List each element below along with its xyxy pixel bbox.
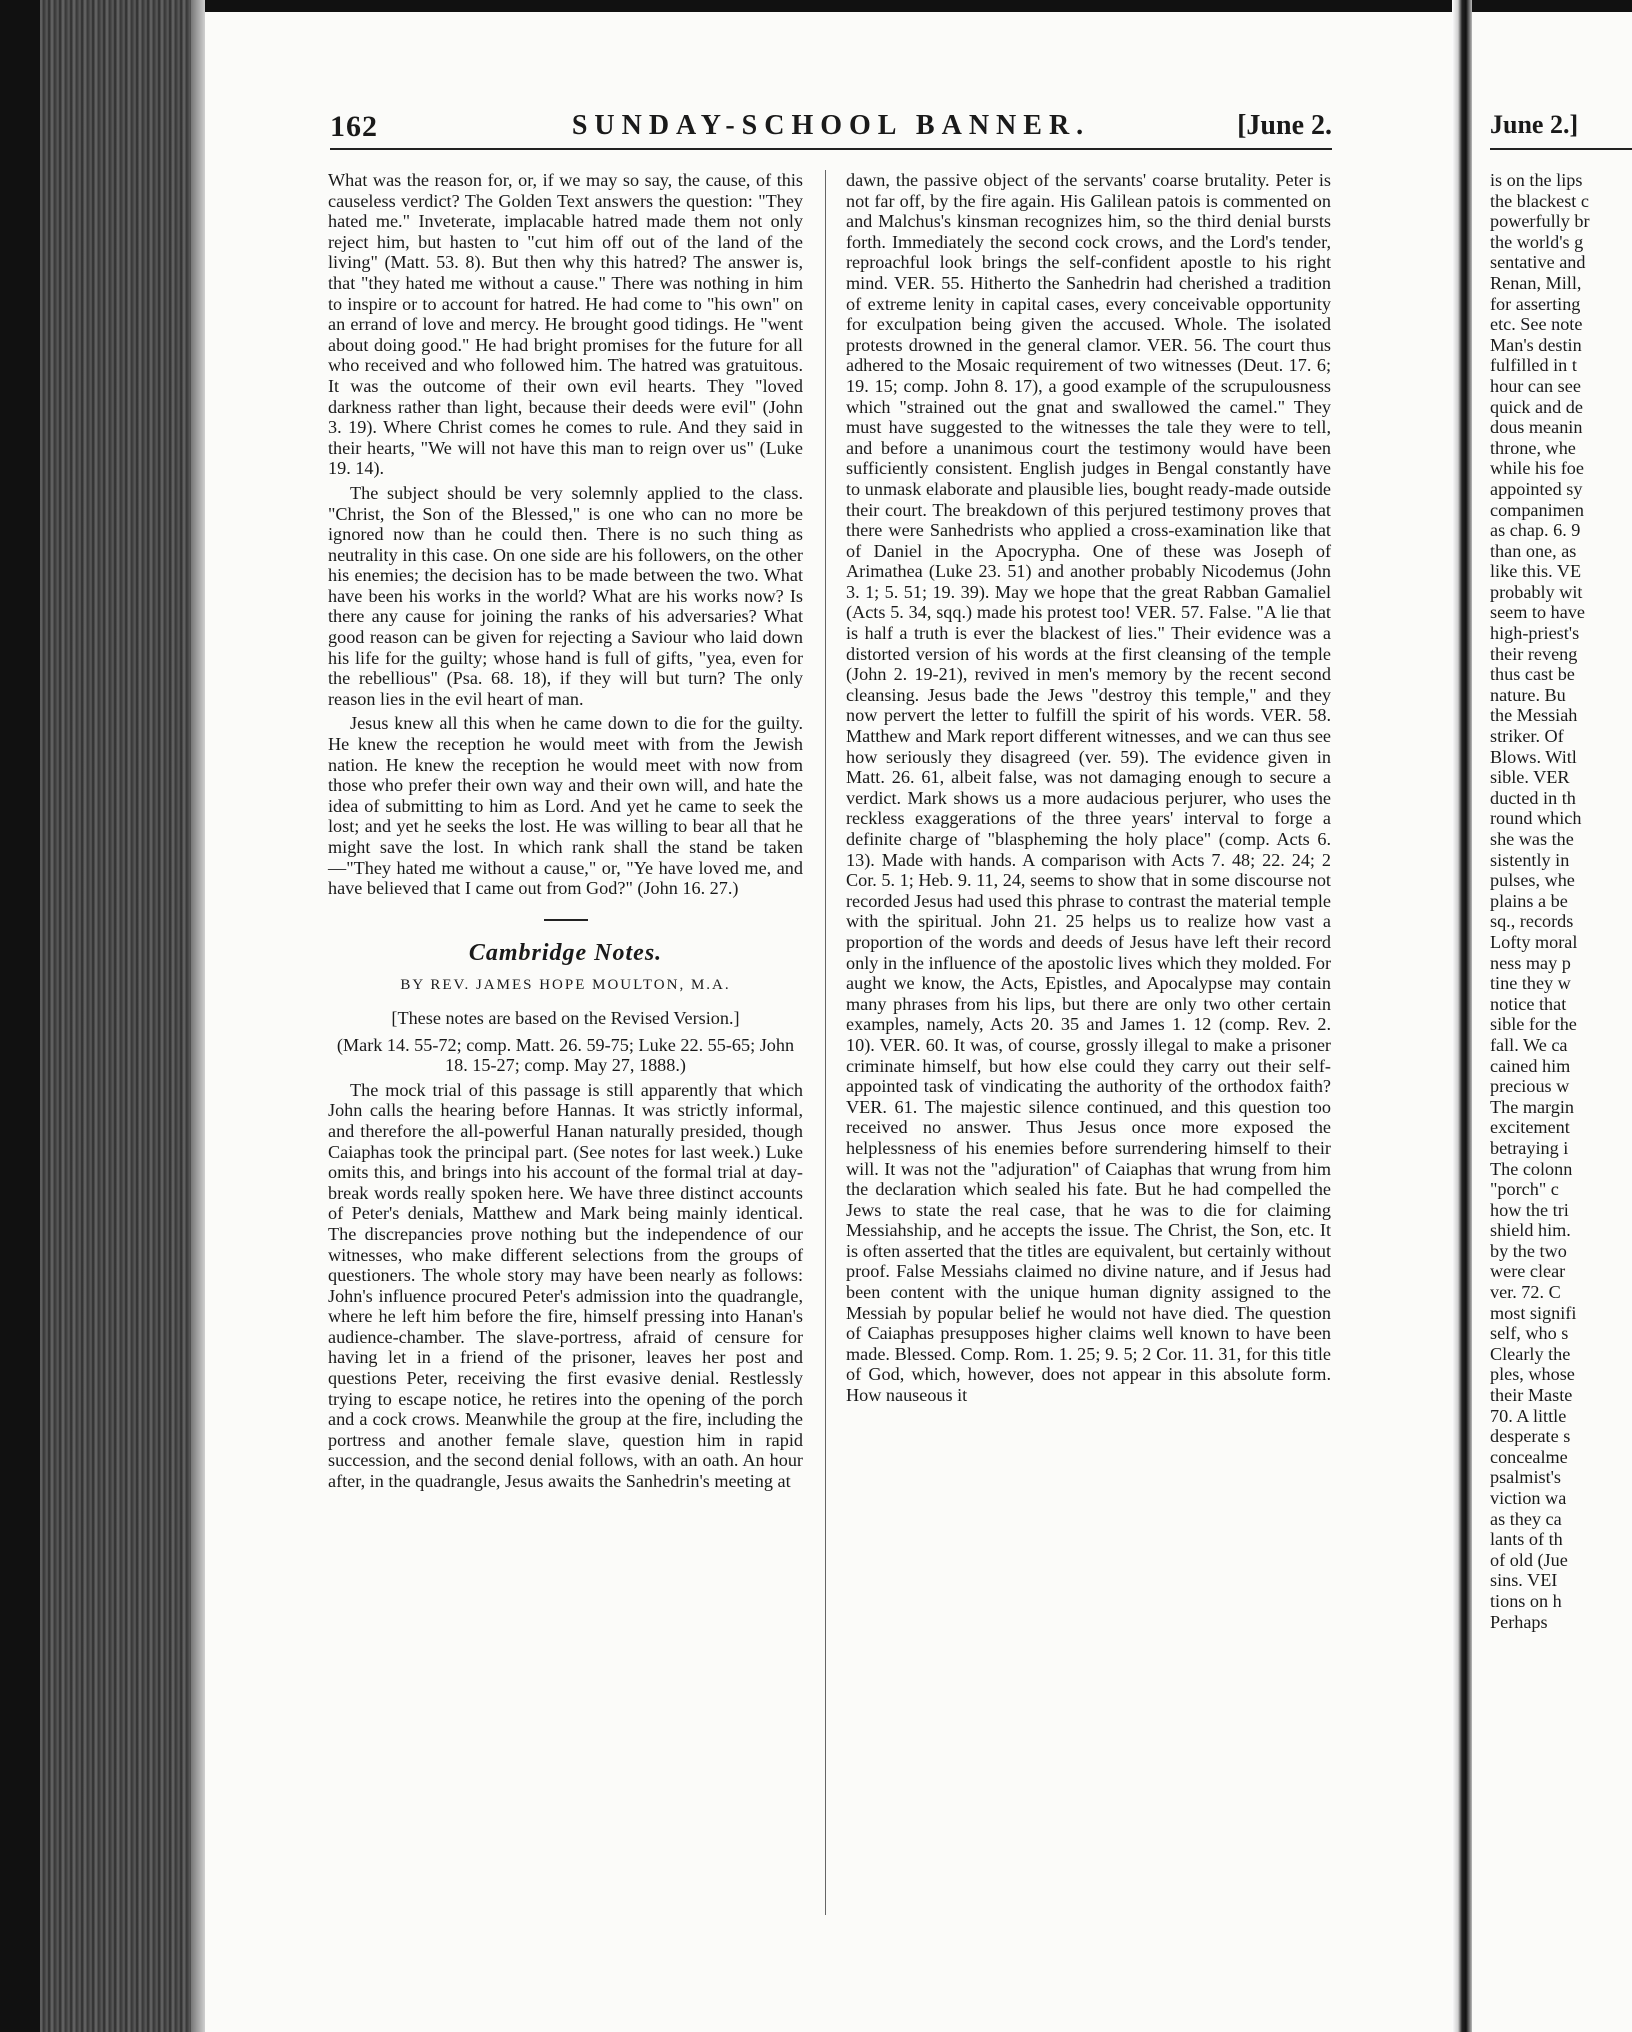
next-page-line: she was the (1490, 829, 1574, 849)
next-page-line: seem to have (1490, 602, 1585, 623)
next-page-line: is on the lips (1490, 170, 1583, 190)
next-page-line: The colonn (1490, 1158, 1573, 1179)
scripture-references: (Mark 14. 55-72; comp. Matt. 26. 59-75; Luke 22. 55-65; John 18. 15-27; comp. May 27, 1888.) (336, 1034, 795, 1076)
next-page-line: etc. See note (1490, 314, 1583, 335)
next-page-line: precious w (1490, 1076, 1570, 1097)
next-page-line: their Maste (1490, 1385, 1573, 1406)
bracket-note: [These notes are based on the Revised Version.] (391, 1007, 740, 1028)
next-page-line: ducted in th (1490, 787, 1576, 808)
next-page-line: plains a be (1490, 890, 1568, 911)
next-page-line: nature. Bu (1490, 684, 1566, 705)
next-page-line: Renan, Mill, (1490, 272, 1582, 293)
next-page-line: their reveng (1490, 643, 1578, 664)
next-page-line: as chap. 6. 9 (1490, 520, 1581, 541)
next-page-line: thus cast be (1490, 664, 1575, 685)
page-number: 162 (330, 110, 378, 143)
page-gutter (1452, 0, 1472, 2032)
next-page-line: concealme (1490, 1446, 1568, 1467)
next-page-line: Blows. Witl (1490, 746, 1577, 767)
next-page-line: sible for the (1490, 1014, 1577, 1035)
next-page-line: Man's destin (1490, 334, 1582, 355)
next-page-line: high-priest's (1490, 623, 1580, 644)
next-page-header: June 2.] (1490, 110, 1579, 139)
next-page-line: fulfilled in t (1490, 355, 1577, 376)
paragraph: The subject should be very solemnly applied to the class. "Christ, the Son of the Blessed," is one who can no more be ignored now than he could then. There is no such thing as neutrality in this case. On one side are his followers, on the other his enemies; the decision has to be made between the two. What have been his works in the world? What are his works now? Is there any cause for joining the ranks of his adversaries? What good reason can be given for rejecting a Saviour who laid down his life for the guilty; whose hand is full of gifts, "yea, even for the rebellious" (Psa. 68. 18), if they will but turn? The only reason lies in the evil heart of man. (328, 482, 803, 709)
next-page-line: powerfully br (1490, 211, 1590, 232)
next-page-line: Lofty moral (1490, 931, 1578, 952)
header-rule (330, 148, 1332, 150)
next-page-line: notice that (1490, 993, 1567, 1014)
next-page-line: excitement (1490, 1117, 1570, 1138)
next-page-line: striker. Of (1490, 726, 1564, 747)
paragraph: Jesus knew all this when he came down to die for the guilty. He knew the reception he would meet with from the Jewish nation. He knew the reception he would meet with now from those who prefer their own way and their own will, and hate the idea of submitting to him as Lord. And yet he came to seek the lost; and yet he seeks the lost. He was willing to bear all that he might save the lost. In which rank shall the stand be taken—"They hated me without a cause," or, "Ye have loved me, and have believed that I came out from God?" (John 16. 27.) (328, 713, 803, 899)
next-page-line: than one, as (1490, 540, 1577, 561)
right-column (846, 170, 1331, 1410)
next-page-line: lants of th (1490, 1529, 1563, 1550)
next-page-line: the blackest c (1490, 190, 1589, 211)
page-header (330, 104, 1332, 150)
top-edge-shadow (205, 0, 1632, 12)
header-date: [June 2. (1237, 110, 1332, 141)
paragraph: dawn, the passive object of the servants' coarse brutality. Peter is not far off, by the fire again. His Galilean patois is commented on and Malchus's kinsman recognizes him, so the third denial bursts forth. Immediately the second cock crows, and the Lord's tender, reproachful look brings the self-confident apostle to his right mind. VER. 55. Hitherto the Sanhedrin had cherished a tradition of extreme lenity in capital cases, every conceivable opportunity for exculpation being given the accused. Whole. The isolated protests drowned in the general clamor. VER. 56. The court thus adhered to the Mosaic requirement of two witnesses (Deut. 17. 6; 19. 15; comp. John 8. 17), a good example of the scrupulousness which "strained out the gnat and swallowed the camel." They must have suggested to the witnesses the tale they were to tell, and before a unanimous court the testimony would have been sufficiently consistent. English judges in Bengal constantly have to unmask elaborate and plausible lies, bought ready-made outside their court. The breakdown of this perjured testimony proves that there were Sanhedrists who applied a cross-examination like that of Daniel in the Apocrypha. One of these was Joseph of Arimathea (Luke 23. 51) and another probably Nicodemus (John 3. 1; 5. 51; 19. 39). May we hope that the great Rabban Gamaliel (Acts 5. 34, sqq.) made his protest too! VER. 57. False. "A lie that is half a truth is ever the blackest of lies." Their evidence was a distorted version of his words at the first cleansing of the temple (John 2. 19-21), revived in men's memory by the recent second cleansing. Jesus bade the Jews "destroy this temple," and they now pervert the letter to fulfill the spirit of his words. VER. 58. Matthew and Mark report different witnesses, and we can thus see how seriously they disagreed (ver. 59). The evidence given in Matt. 26. 61, albeit false, was not damaging enough to secure a verdict. Mark shows us a more audacious perjurer, who uses the reckless exaggerations of the three years' interval to forge a definite charge of "blaspheming the holy place" (comp. Acts 6. 13). Made with hands. A comparison with Acts 7. 48; 22. 24; 2 Cor. 5. 1; Heb. 9. 11, 24, seems to show that in some discourse not recorded Jesus had used this phrase to contrast the material temple with the spiritual. John 21. 25 helps us to realize how vast a proportion of the words and deeds of Jesus have left their record only in the influence of the apostolic lives which they molded. For aught we know, the Acts, Epistles, and Apocalypse may contain many phrases from his lips, but there are only two other certain examples, namely, Acts 20. 35 and James 1. 12 (comp. Rev. 2. 10). VER. 60. It was, of course, grossly illegal to make a prisoner criminate himself, but how else could they carry out their self-appointed task of vindicating the authority of the orthodox faith? VER. 61. The majestic silence continued, and this question too received no answer. Thus Jesus once more exposed the helplessness of his enemies before surrendering himself to their will. It was not the "adjuration" of Caiaphas that wrung from him the declaration which sealed his fate. But he had compelled the Jews to state the real case, that he was to die for claiming Messiahship, and he accepts the issue. The Christ, the Son, etc. It is often asserted that the titles are equivalent, but certainly without proof. False Messiahs claimed no divine nature, and if Jesus had been content with the unique human dignity assigned to the Messiah by popular belief he would not have died. The question of Caiaphas presupposes higher claims well known to have been made. Blessed. Comp. Rom. 1. 25; 9. 5; 2 Cor. 11. 31, for this title of God, which, however, does not appear in this absolute form. How nauseous it (846, 170, 1331, 1406)
running-title: SUNDAY-SCHOOL BANNER. (571, 110, 1091, 141)
next-page-line: appointed sy (1490, 478, 1583, 499)
next-page-line: cained him (1490, 1055, 1571, 1076)
section-title: Cambridge Notes. (468, 939, 663, 966)
next-page-line: fall. We ca (1490, 1034, 1568, 1055)
next-page-line: hour can see (1490, 375, 1581, 396)
next-page-line: tine they w (1490, 973, 1571, 994)
next-page-line: for asserting (1490, 293, 1581, 314)
paragraph: What was the reason for, or, if we may so say, the cause, of this causeless verdict? The Golden Text answers the question: "They hated me." Inveterate, implacable hatred made them not only reject him, but hasten to "cut him off out of the land of the living" (Matt. 53. 8). But then why this hatred? The answer is, that "they hated me without a cause." There was nothing in him to inspire or to account for hatred. He had come to "his own" on an errand of love and mercy. He brought good tidings. He "went about doing good." He had bright promises for the future for all who received and who followed him. The hatred was gratuitous. It was the outcome of their own evil hearts. They "loved darkness rather than light, because their deeds were evil" (John 3. 19). Where Christ comes he comes to rule. And they said in their hearts, "We will not have this man to reign over us" (Luke 19. 14). (328, 170, 803, 479)
next-page-line: dous meanin (1490, 417, 1583, 438)
next-page-line: ver. 72. C (1490, 1282, 1561, 1303)
next-page-line: throne, whe (1490, 437, 1576, 458)
next-page-line: the world's g (1490, 231, 1584, 252)
next-page-line: by the two (1490, 1240, 1567, 1261)
next-page-line: pulses, whe (1490, 870, 1575, 891)
next-page-line: round which (1490, 808, 1582, 829)
next-page-line: while his foe (1490, 458, 1584, 479)
next-page-line: The margin (1490, 1096, 1575, 1117)
page-right-partial (1472, 12, 1632, 2032)
next-page-line: Perhaps (1490, 1611, 1548, 1632)
book-spine (0, 0, 205, 2032)
next-page-line: like this. VE (1490, 561, 1582, 582)
left-column (328, 170, 803, 1496)
next-page-line: tions on h (1490, 1590, 1562, 1611)
next-page-line: how the tri (1490, 1199, 1569, 1220)
next-page-line: sible. VER (1490, 767, 1570, 788)
next-page-line: were clear (1490, 1261, 1566, 1282)
next-page-line: most signifi (1490, 1302, 1577, 1323)
next-page-line: companimen (1490, 499, 1584, 520)
next-page-line: quick and de (1490, 396, 1583, 417)
next-page-header-rule (1490, 148, 1632, 150)
next-page-line: "porch" c (1490, 1179, 1559, 1200)
page-left (205, 12, 1452, 2032)
next-page-line: ness may p (1490, 952, 1571, 973)
next-page-line: 70. A little (1490, 1405, 1567, 1426)
next-page-line: sq., records (1490, 911, 1574, 932)
next-page-line: self, who s (1490, 1323, 1569, 1344)
next-page-line: as they ca (1490, 1508, 1562, 1529)
next-page-line: ples, whose (1490, 1364, 1575, 1385)
next-page-line: of old (Jue (1490, 1549, 1568, 1570)
next-page-text (1490, 170, 1632, 1632)
next-page-line: betraying i (1490, 1137, 1569, 1158)
column-divider (825, 170, 826, 1915)
next-page-line: probably wit (1490, 581, 1583, 602)
next-page-line: psalmist's (1490, 1467, 1561, 1488)
next-page-line: Clearly the (1490, 1343, 1571, 1364)
next-page-line: viction wa (1490, 1488, 1567, 1508)
section-separator (544, 919, 588, 921)
paragraph: The mock trial of this passage is still apparently that which John calls the hearing before Hannas. It was strictly informal, and therefore the all-powerful Hanan naturally presided, though Caiaphas took the principal part. (See notes for last week.) Luke omits this, and brings into his account of the formal trial at day-break words really spoken here. We have three distinct accounts of Peter's denials, Matthew and Mark being mainly identical. The discrepancies prove nothing but the independence of our witnesses, who make different selections from the groups of questioners. The whole story may have been nearly as follows: John's influence procured Peter's admission into the quadrangle, where he left him before the fire, himself pressing into Hanan's audience-chamber. The slave-portress, afraid of censure for having let in a friend of the prisoner, leaves her post and questions Peter, receiving the first evasive denial. Restlessly trying to escape notice, he retires into the opening of the porch and a cock crows. Meanwhile the group at the fire, including the portress and another female slave, question him in rapid succession, and the second denial follows, with an oath. An hour after, in the quadrangle, Jesus awaits the Sanhedrin's meeting at (328, 1079, 803, 1492)
next-page-line: sins. VEI (1490, 1570, 1558, 1591)
byline: BY REV. JAMES HOPE MOULTON, M.A. (400, 977, 731, 994)
next-page-line: sistently in (1490, 849, 1570, 870)
next-page-line: desperate s (1490, 1426, 1571, 1447)
next-page-line: sentative and (1490, 252, 1586, 273)
next-page-line: the Messiah (1490, 705, 1578, 726)
next-page-line: shield him. (1490, 1220, 1571, 1241)
